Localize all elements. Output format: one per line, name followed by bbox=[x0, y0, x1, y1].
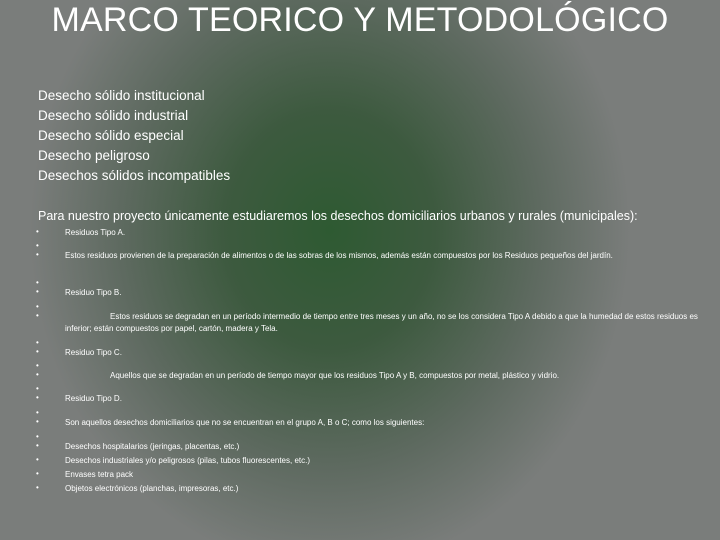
bullet-icon: • bbox=[36, 361, 39, 370]
bullet-icon: • bbox=[36, 408, 39, 417]
bullet-row bbox=[36, 483, 698, 497]
bullet-icon: • bbox=[36, 287, 39, 296]
empty-bullet-row bbox=[36, 278, 698, 287]
bullet-icon: • bbox=[36, 241, 39, 250]
bullet-row bbox=[36, 441, 698, 455]
bullet-icon: • bbox=[36, 417, 39, 426]
bullet-text: Desechos industriales y/o peligrosos (pilas, tubos fluorescentes, etc.) bbox=[65, 456, 311, 465]
bullet-row bbox=[36, 455, 698, 469]
bullet-row bbox=[36, 393, 698, 408]
bullet-row bbox=[36, 370, 698, 384]
bullet-row bbox=[36, 417, 698, 432]
bullet-icon: • bbox=[36, 384, 39, 393]
bullet-text: Objetos electrónicos (planchas, impresoras, etc.) bbox=[65, 484, 239, 493]
bullet-icon: • bbox=[36, 347, 39, 356]
bullet-icon: • bbox=[36, 302, 39, 311]
bullet-text: Estos residuos provienen de la preparación de alimentos o de las sobras de los mismos, además están compuestos por los Residuos pequeños del jardín. bbox=[65, 251, 613, 260]
bullet-icon: • bbox=[36, 483, 39, 492]
bullet-text: Residuos Tipo A. bbox=[65, 228, 126, 237]
bullet-icon: • bbox=[36, 311, 39, 320]
empty-bullet-row bbox=[36, 302, 698, 311]
slide-title: MARCO TEORICO Y METODOLÓGICO bbox=[51, 1, 669, 39]
empty-bullet-row bbox=[36, 408, 698, 417]
bullet-row bbox=[36, 311, 698, 338]
waste-type-item: Desecho sólido industrial bbox=[38, 108, 189, 123]
empty-bullet-row bbox=[36, 338, 698, 347]
bullet-text: Estos residuos se degradan en un período intermedio de tiempo entre tres meses y un año, no se los considera Tipo A debido a que la humedad de estos residuos es inferior; están compuestos por papel, cartón, madera y Tela. bbox=[65, 312, 698, 333]
bullet-icon: • bbox=[36, 455, 39, 464]
empty-bullet-row bbox=[36, 384, 698, 393]
bullet-text: Desechos hospitalarios (jeringas, placentas, etc.) bbox=[65, 442, 240, 451]
bullet-text: Residuo Tipo C. bbox=[65, 348, 122, 357]
bullet-icon: • bbox=[36, 338, 39, 347]
empty-bullet-row bbox=[36, 361, 698, 370]
bullet-icon: • bbox=[36, 432, 39, 441]
bullet-row bbox=[36, 469, 698, 483]
bullet-icon: • bbox=[36, 250, 39, 259]
bullet-row bbox=[36, 347, 698, 361]
bullet-icon: • bbox=[36, 227, 39, 236]
bullet-row bbox=[36, 227, 698, 241]
residue-bullet-list bbox=[36, 227, 698, 497]
bullet-row bbox=[36, 287, 698, 302]
bullet-icon: • bbox=[36, 278, 39, 287]
bullet-text: Envases tetra pack bbox=[65, 470, 134, 479]
waste-type-item: Desecho sólido institucional bbox=[38, 88, 205, 103]
empty-bullet-row bbox=[36, 241, 698, 250]
waste-type-item: Desecho sólido especial bbox=[38, 128, 184, 143]
waste-type-list bbox=[38, 86, 230, 186]
bullet-icon: • bbox=[36, 370, 39, 379]
project-scope-text: Para nuestro proyecto únicamente estudiaremos los desechos domiciliarios urbanos y rurales (municipales): bbox=[38, 209, 638, 223]
bullet-text: Residuo Tipo B. bbox=[65, 288, 122, 297]
waste-type-item: Desechos sólidos incompatibles bbox=[38, 168, 231, 183]
bullet-icon: • bbox=[36, 469, 39, 478]
bullet-text: Aquellos que se degradan en un período de tiempo mayor que los residuos Tipo A y B, compuestos por metal, plástico y vidrio. bbox=[110, 371, 560, 380]
bullet-row bbox=[36, 250, 698, 278]
bullet-icon: • bbox=[36, 441, 39, 450]
bullet-text: Son aquellos desechos domiciliarios que no se encuentran en el grupo A, B o C; como los siguientes: bbox=[65, 418, 425, 427]
bullet-icon: • bbox=[36, 393, 39, 402]
bullet-text: Residuo Tipo D. bbox=[65, 394, 122, 403]
waste-type-item: Desecho peligroso bbox=[38, 148, 150, 163]
empty-bullet-row bbox=[36, 432, 698, 441]
